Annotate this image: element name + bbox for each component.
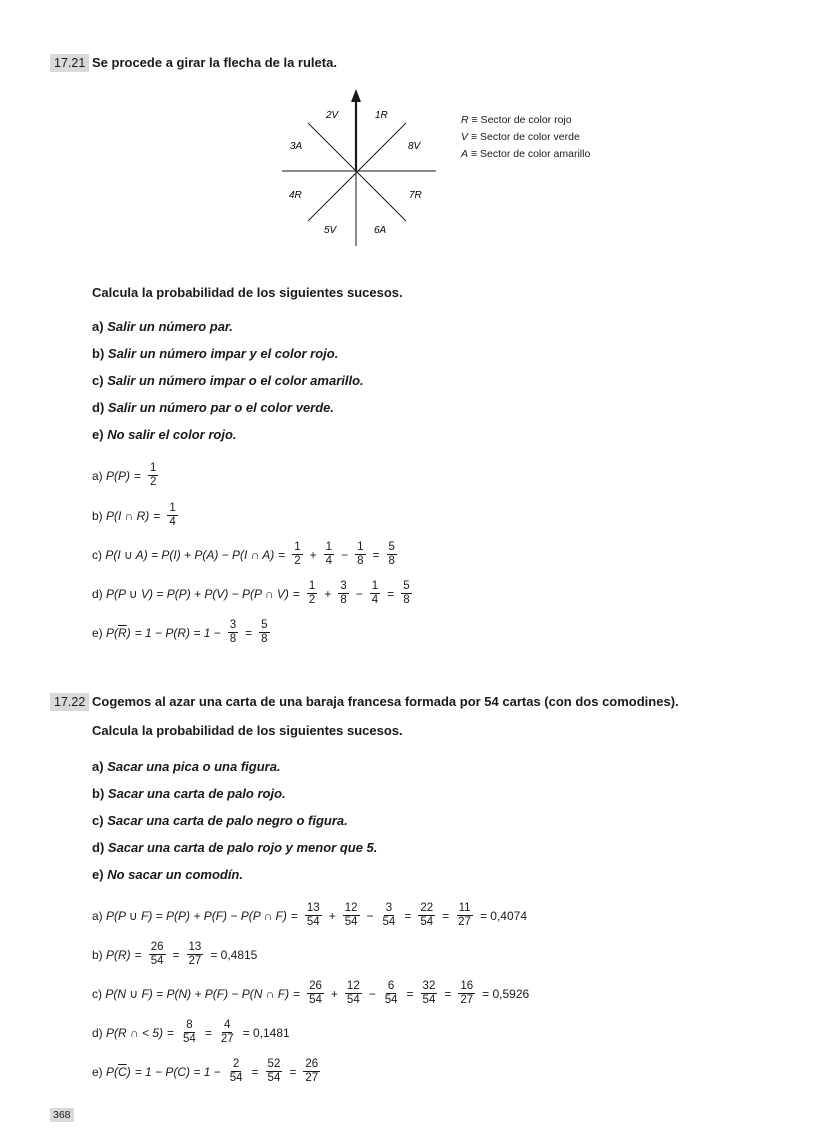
legend-text: ≡ Sector de color rojo bbox=[471, 114, 572, 126]
question-label: c) bbox=[92, 373, 104, 388]
solution-lhs: P(N ∪ F) = P(N) + P(F) − P(N ∩ F) bbox=[105, 986, 290, 1001]
fraction bbox=[187, 941, 204, 968]
sector-label: 5V bbox=[324, 225, 337, 236]
solution-lhs: P(I ∩ R) bbox=[106, 508, 150, 523]
fraction bbox=[228, 619, 238, 646]
fraction bbox=[305, 902, 322, 929]
solution-e bbox=[92, 1058, 323, 1085]
equals-sign: = bbox=[167, 1025, 175, 1040]
question-text: No sacar un comodín. bbox=[107, 867, 243, 882]
fraction bbox=[266, 1058, 283, 1085]
solution-label: d) bbox=[92, 586, 103, 601]
fraction bbox=[458, 980, 475, 1007]
solution-b bbox=[92, 502, 181, 529]
operator: = bbox=[245, 625, 253, 640]
solution-label: a) bbox=[92, 468, 103, 483]
numerator: 3 bbox=[340, 580, 347, 592]
fraction bbox=[167, 502, 177, 529]
question-text: Salir un número impar y el color rojo. bbox=[107, 346, 339, 361]
legend-key: V bbox=[461, 131, 469, 143]
problem-prompt: Calcula la probabilidad de los siguientes sucesos. bbox=[92, 723, 403, 738]
fraction bbox=[381, 902, 398, 929]
solution-a bbox=[92, 462, 161, 489]
denominator: 4 bbox=[325, 555, 333, 567]
operator: = bbox=[289, 1064, 297, 1079]
denominator: 2 bbox=[150, 476, 157, 488]
fraction bbox=[307, 580, 317, 607]
solution-lhs: P(R ∩ < 5) bbox=[106, 1025, 163, 1040]
prob-close: ) bbox=[126, 1064, 131, 1079]
numerator: 5 bbox=[403, 580, 410, 592]
denominator: 54 bbox=[346, 994, 360, 1006]
decimal-result: = 0,1481 bbox=[242, 1025, 290, 1040]
question-text: Salir un número impar o el color amarillo. bbox=[107, 373, 364, 388]
denominator: 4 bbox=[169, 516, 176, 528]
solution-lhs: P(I ∪ A) = P(I) + P(A) − P(I ∩ A) bbox=[105, 547, 275, 562]
operator: = bbox=[406, 986, 414, 1001]
fraction bbox=[456, 902, 473, 929]
solution-mid: = 1 − P(C) = 1 − bbox=[134, 1064, 221, 1079]
numerator: 6 bbox=[387, 980, 395, 992]
denominator: 8 bbox=[261, 633, 268, 645]
problem-number: 17.21 bbox=[50, 54, 89, 72]
solution-c bbox=[92, 980, 533, 1007]
prob-close: ) bbox=[126, 625, 131, 640]
fraction bbox=[418, 902, 435, 929]
numerator: 13 bbox=[188, 941, 202, 953]
numerator: 26 bbox=[309, 980, 322, 992]
question-label: e) bbox=[92, 867, 104, 882]
equals-sign: = bbox=[278, 547, 286, 562]
sector-label: 7R bbox=[409, 190, 422, 201]
sector-label: 8V bbox=[408, 141, 421, 152]
solution-lhs bbox=[106, 626, 131, 640]
sector-label: 1R bbox=[375, 110, 388, 121]
legend-key: A bbox=[461, 148, 469, 160]
roulette-diagram bbox=[274, 88, 444, 248]
solution-label: e) bbox=[92, 625, 103, 640]
question-label: a) bbox=[92, 759, 104, 774]
equals-sign: = bbox=[153, 508, 161, 523]
question-item bbox=[92, 346, 338, 361]
legend-key: R bbox=[461, 114, 469, 126]
fraction bbox=[219, 1019, 236, 1046]
denominator: 27 bbox=[458, 916, 471, 928]
legend-item bbox=[461, 131, 580, 143]
question-label: a) bbox=[92, 319, 104, 334]
solution-lhs: P(P ∪ F) = P(P) + P(F) − P(P ∩ F) bbox=[106, 908, 287, 923]
equals-sign: = bbox=[292, 586, 300, 601]
numerator: 32 bbox=[422, 980, 436, 992]
decimal-result: = 0,4815 bbox=[210, 947, 258, 962]
denominator: 8 bbox=[403, 594, 410, 606]
fraction bbox=[338, 580, 348, 607]
numerator: 1 bbox=[150, 462, 157, 474]
denominator: 27 bbox=[305, 1072, 319, 1084]
question-text: Sacar una carta de palo rojo y menor que 5. bbox=[107, 840, 378, 855]
question-text: Sacar una carta de palo negro o figura. bbox=[107, 813, 348, 828]
legend-text: ≡ Sector de color amarillo bbox=[470, 148, 591, 160]
question-text: Salir un número par o el color verde. bbox=[107, 400, 335, 415]
question-text: Salir un número par. bbox=[107, 319, 233, 334]
operator: + bbox=[324, 586, 332, 601]
numerator: 3 bbox=[385, 902, 393, 914]
fraction bbox=[401, 580, 411, 607]
operator: = bbox=[372, 547, 380, 562]
question-item bbox=[92, 840, 377, 855]
solution-label: d) bbox=[92, 1025, 103, 1040]
numerator: 13 bbox=[306, 902, 320, 914]
decimal-result: = 0,5926 bbox=[482, 986, 530, 1001]
problem-statement: Cogemos al azar una carta de una baraja francesa formada por 54 cartas (con dos comodines). bbox=[92, 694, 679, 709]
sector-label: 2V bbox=[326, 110, 339, 121]
numerator: 16 bbox=[460, 980, 474, 992]
solution-lhs: P(P) bbox=[106, 468, 131, 483]
numerator: 1 bbox=[371, 580, 379, 592]
denominator: 27 bbox=[188, 955, 202, 967]
equals-sign: = bbox=[134, 947, 142, 962]
solution-c bbox=[92, 541, 400, 568]
solution-d bbox=[92, 580, 415, 607]
question-item bbox=[92, 319, 233, 334]
solution-label: c) bbox=[92, 986, 102, 1001]
sector-label: 4R bbox=[289, 190, 302, 201]
sector-label: 6A bbox=[374, 225, 387, 236]
denominator: 54 bbox=[420, 916, 434, 928]
denominator: 8 bbox=[357, 555, 364, 567]
legend-item bbox=[461, 148, 590, 160]
operator: + bbox=[309, 547, 317, 562]
solution-label: b) bbox=[92, 947, 103, 962]
numerator: 4 bbox=[224, 1019, 231, 1031]
question-text: Sacar una carta de palo rojo. bbox=[107, 786, 286, 801]
question-item bbox=[92, 786, 286, 801]
fraction bbox=[292, 541, 302, 568]
solution-b bbox=[92, 941, 261, 968]
solution-label: a) bbox=[92, 908, 103, 923]
numerator: 2 bbox=[232, 1058, 240, 1070]
legend-item bbox=[461, 114, 572, 126]
numerator: 1 bbox=[325, 541, 333, 553]
denominator: 2 bbox=[308, 594, 316, 606]
fraction bbox=[181, 1019, 198, 1046]
question-item bbox=[92, 400, 334, 415]
question-label: d) bbox=[92, 840, 105, 855]
numerator: 52 bbox=[267, 1058, 281, 1070]
denominator: 54 bbox=[229, 1072, 243, 1084]
denominator: 8 bbox=[229, 633, 237, 645]
denominator: 54 bbox=[309, 994, 322, 1006]
numerator: 22 bbox=[420, 902, 434, 914]
solution-label: e) bbox=[92, 1064, 103, 1079]
operator: = bbox=[387, 586, 395, 601]
equals-sign: = bbox=[134, 468, 142, 483]
solution-d bbox=[92, 1019, 294, 1046]
question-item bbox=[92, 867, 243, 882]
denominator: 54 bbox=[384, 994, 398, 1006]
numerator: 26 bbox=[305, 1058, 319, 1070]
denominator: 4 bbox=[371, 594, 379, 606]
numerator: 12 bbox=[346, 980, 360, 992]
question-item bbox=[92, 759, 281, 774]
denominator: 2 bbox=[294, 555, 301, 567]
numerator: 1 bbox=[294, 541, 301, 553]
fraction bbox=[148, 462, 158, 489]
fraction bbox=[383, 980, 400, 1007]
solution-lhs: P(P ∪ V) = P(P) + P(V) − P(P ∩ V) bbox=[106, 586, 289, 601]
page-number: 368 bbox=[50, 1108, 74, 1122]
operator: = bbox=[204, 1025, 212, 1040]
question-label: d) bbox=[92, 400, 105, 415]
numerator: 1 bbox=[169, 502, 176, 514]
fraction bbox=[228, 1058, 245, 1085]
equals-sign: = bbox=[293, 986, 301, 1001]
operator: − bbox=[341, 547, 349, 562]
operator: + bbox=[328, 908, 336, 923]
denominator: 54 bbox=[183, 1033, 196, 1045]
problem-statement: Se procede a girar la flecha de la ruleta. bbox=[92, 55, 337, 70]
question-item bbox=[92, 373, 364, 388]
solution-lhs: P(R) bbox=[106, 947, 131, 962]
question-text: Sacar una pica o una figura. bbox=[107, 759, 281, 774]
numerator: 5 bbox=[388, 541, 395, 553]
sector-label: 3A bbox=[290, 141, 303, 152]
denominator: 27 bbox=[460, 994, 474, 1006]
numerator: 12 bbox=[344, 902, 358, 914]
question-label: c) bbox=[92, 813, 104, 828]
operator: = bbox=[404, 908, 412, 923]
numerator: 5 bbox=[261, 619, 268, 631]
operator: = bbox=[444, 986, 452, 1001]
question-label: b) bbox=[92, 346, 105, 361]
denominator: 54 bbox=[344, 916, 358, 928]
denominator: 54 bbox=[382, 916, 396, 928]
legend-text: ≡ Sector de color verde bbox=[470, 131, 580, 143]
solution-mid: = 1 − P(R) = 1 − bbox=[134, 625, 221, 640]
numerator: 26 bbox=[150, 941, 164, 953]
numerator: 1 bbox=[308, 580, 316, 592]
solution-a bbox=[92, 902, 531, 929]
solution-e bbox=[92, 619, 273, 646]
operator: − bbox=[366, 908, 374, 923]
operator: + bbox=[330, 986, 338, 1001]
operator: − bbox=[355, 586, 363, 601]
solution-lhs bbox=[106, 1065, 131, 1079]
fraction bbox=[343, 902, 360, 929]
numerator: 3 bbox=[229, 619, 237, 631]
denominator: 8 bbox=[340, 594, 347, 606]
fraction bbox=[387, 541, 397, 568]
fraction bbox=[324, 541, 334, 568]
question-text: No salir el color rojo. bbox=[107, 427, 237, 442]
prob-open: P( bbox=[106, 625, 119, 640]
denominator: 54 bbox=[150, 955, 164, 967]
fraction bbox=[355, 541, 365, 568]
prob-open: P( bbox=[106, 1064, 119, 1079]
arrow-head-icon bbox=[351, 89, 361, 102]
denominator: 54 bbox=[422, 994, 436, 1006]
question-label: e) bbox=[92, 427, 104, 442]
denominator: 8 bbox=[388, 555, 395, 567]
problem-number: 17.22 bbox=[50, 693, 89, 711]
denominator: 27 bbox=[220, 1033, 234, 1045]
complement-event: $\overline{C}$ bbox=[118, 1064, 127, 1079]
numerator: 11 bbox=[458, 902, 471, 914]
fraction bbox=[303, 1058, 320, 1085]
fraction bbox=[421, 980, 438, 1007]
denominator: 54 bbox=[306, 916, 320, 928]
numerator: 1 bbox=[357, 541, 364, 553]
operator: = bbox=[251, 1064, 259, 1079]
numerator: 8 bbox=[186, 1019, 193, 1031]
equals-sign: = bbox=[290, 908, 298, 923]
question-item bbox=[92, 427, 237, 442]
denominator: 54 bbox=[267, 1072, 281, 1084]
question-label: b) bbox=[92, 786, 105, 801]
question-item bbox=[92, 813, 348, 828]
operator: = bbox=[442, 908, 450, 923]
fraction bbox=[307, 980, 324, 1007]
decimal-result: = 0,4074 bbox=[479, 908, 527, 923]
fraction bbox=[149, 941, 166, 968]
solution-label: c) bbox=[92, 547, 102, 562]
fraction bbox=[370, 580, 380, 607]
fraction bbox=[259, 619, 269, 646]
complement-event: $\overline{R}$ bbox=[118, 625, 127, 640]
solution-label: b) bbox=[92, 508, 103, 523]
problem-prompt: Calcula la probabilidad de los siguientes sucesos. bbox=[92, 285, 403, 300]
operator: − bbox=[368, 986, 376, 1001]
fraction bbox=[345, 980, 362, 1007]
operator: = bbox=[172, 947, 180, 962]
